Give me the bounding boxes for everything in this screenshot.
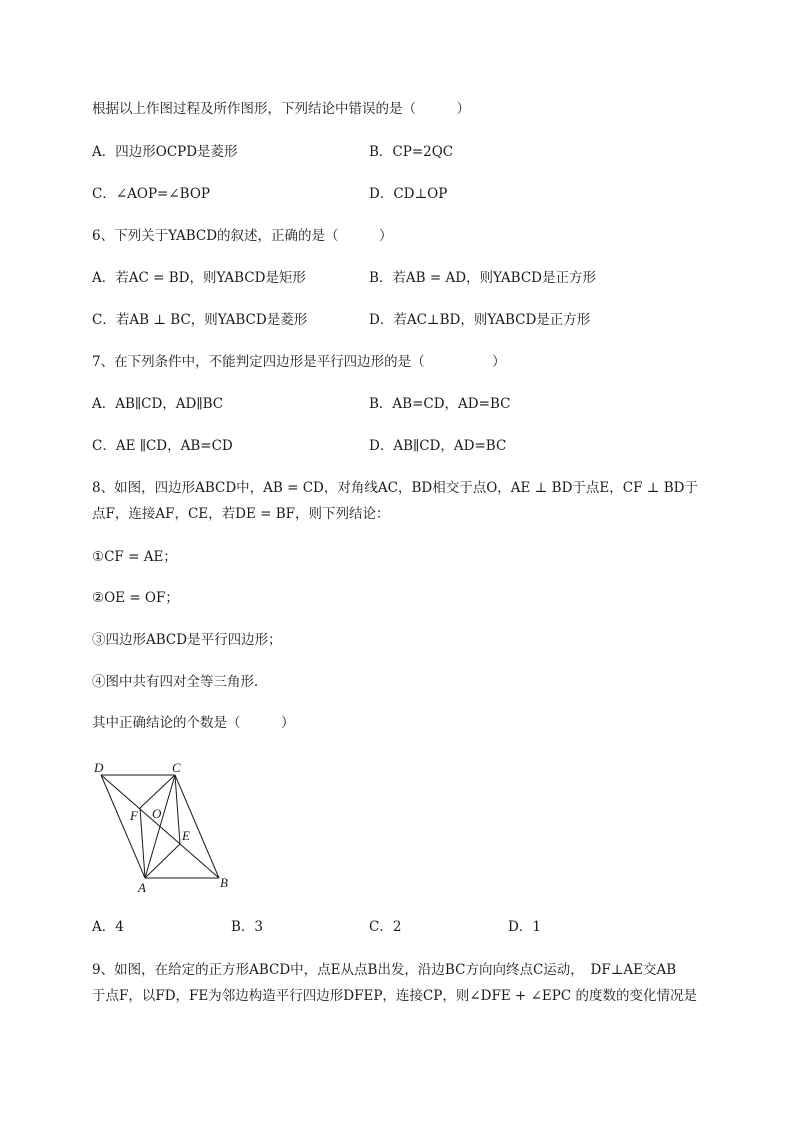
q8-option-a: A．4: [92, 919, 124, 935]
label-e: E: [182, 828, 190, 843]
q7-option-a: A．AB∥CD，AD∥BC: [92, 396, 224, 412]
conclusion-2: ②OE = OF；: [92, 590, 179, 606]
q8-option-c: C．2: [369, 919, 402, 935]
question-intro: 根据以上作图过程及所作图形，下列结论中错误的是（ ）: [92, 101, 470, 117]
q6-option-c: C．若AB ⊥ BC，则YABCD是菱形: [92, 312, 308, 328]
label-f: F: [130, 808, 138, 823]
q6-option-d: D．若AC⊥BD，则YABCD是正方形: [369, 312, 591, 328]
question-7: 7、在下列条件中，不能判定四边形是平行四边形的是（ ）: [92, 354, 506, 370]
edge-cb: [175, 775, 219, 878]
conclusion-4: ④图中共有四对全等三角形．: [92, 674, 268, 690]
q5-option-c: C．∠AOP=∠BOP: [92, 186, 210, 202]
q7-option-c: C．AE ∥CD，AB=CD: [92, 438, 233, 454]
q6-option-b: B．若AB = AD，则YABCD是正方形: [369, 270, 596, 286]
label-o: O: [152, 806, 162, 821]
label-d: D: [94, 760, 104, 775]
q7-option-b: B．AB=CD，AD=BC: [369, 396, 511, 412]
question-8-line-1: 8、如图，四边形ABCD中，AB = CD，对角线AC，BD相交于点O，AE ⊥ BD于点E，CF ⊥ BD于: [92, 480, 698, 496]
q7-option-d: D．AB∥CD，AD=BC: [369, 438, 507, 454]
q8-option-b: B．3: [231, 919, 264, 935]
q5-option-d: D．CD⊥OP: [369, 186, 448, 202]
q5-option-a: A．四边形OCPD是菱形: [92, 144, 238, 160]
question-9-line-1: 9、如图，在给定的正方形ABCD中，点E从点B出发，沿边BC方向向终点C运动， DF⊥AE交AB: [92, 962, 677, 978]
label-b: B: [220, 875, 228, 890]
edge-da: [101, 775, 145, 878]
question-8-ask: 其中正确结论的个数是（ ）: [92, 715, 295, 731]
q8-option-d: D．1: [508, 919, 541, 935]
question-6: 6、下列关于YABCD的叙述，正确的是（ ）: [92, 228, 393, 244]
q5-option-b: B．CP=2QC: [369, 144, 454, 160]
question-9-line-2: 于点F，以FD，FE为邻边构造平行四边形DFEP，连接CP，则∠DFE + ∠EPC 的度数的变化情况是: [92, 988, 697, 1004]
label-c: C: [172, 760, 181, 775]
conclusion-3: ③四边形ABCD是平行四边形；: [92, 632, 282, 648]
question-8-line-2: 点F，连接AF，CE，若DE = BF，则下列结论：: [92, 506, 390, 522]
label-a: A: [138, 880, 146, 895]
geometry-figure: [88, 756, 238, 896]
conclusion-1: ①CF = AE；: [92, 549, 177, 565]
q6-option-a: A．若AC = BD，则YABCD是矩形: [92, 270, 306, 286]
diagonal-bd: [101, 775, 219, 878]
